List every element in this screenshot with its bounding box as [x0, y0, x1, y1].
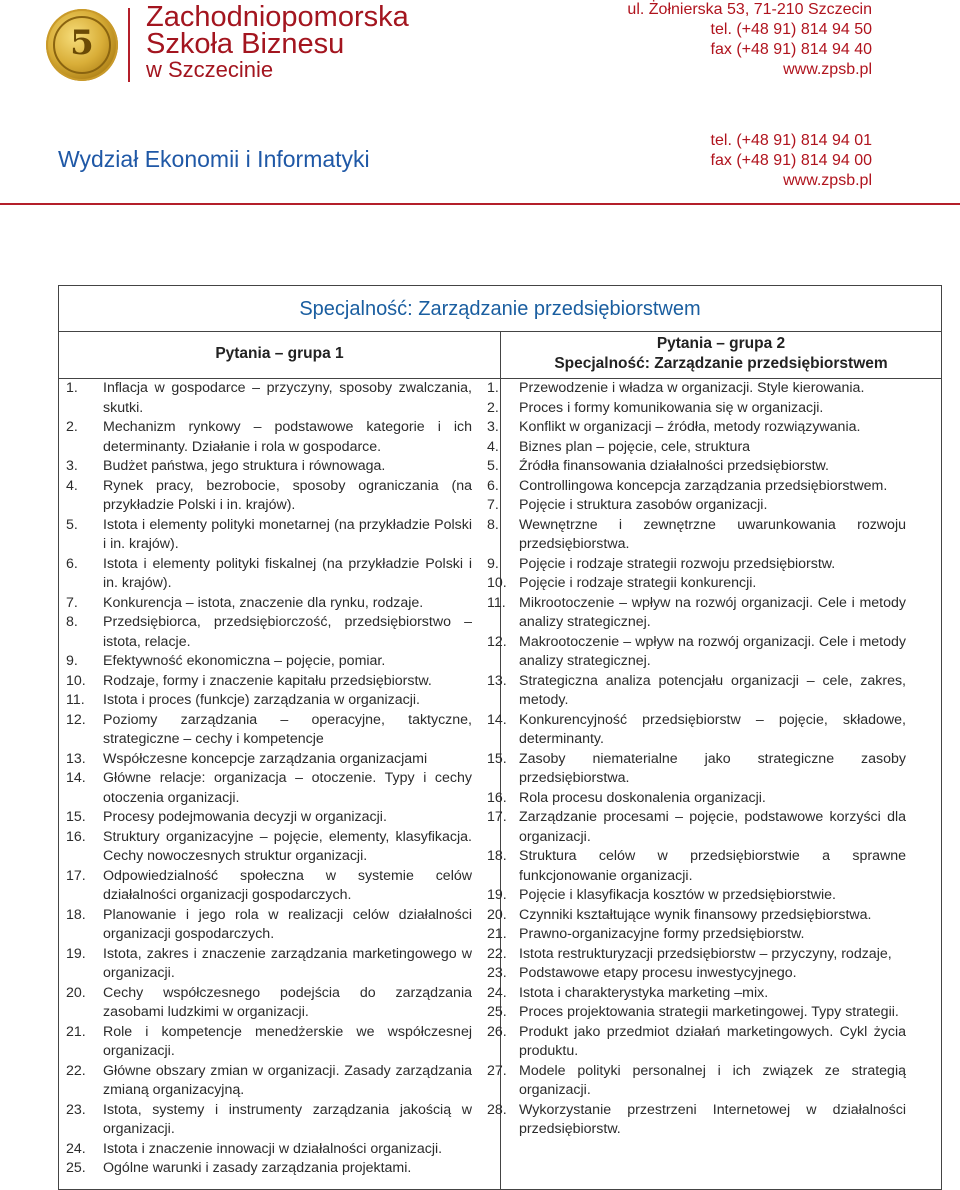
faculty-contact-block: [711, 131, 872, 191]
item-text: Zasoby niematerialne jako strategiczne zasoby przedsiębiorstwa.: [519, 750, 906, 786]
item-number: 7.: [487, 497, 499, 513]
item-text: Prawno-organizacyjne formy przedsiębiorstw.: [519, 926, 805, 942]
item-text: Przewodzenie i władza w organizacji. Style kierowania.: [519, 380, 865, 396]
item-text: Controllingowa koncepcja zarządzania przedsiębiorstwem.: [519, 477, 888, 494]
item-text: Strategiczna analiza potencjału organizacji – cele, zakres, metody.: [519, 672, 906, 708]
list-item: [487, 418, 906, 438]
item-number: 27.: [487, 1062, 507, 1079]
item-text: Poziomy zarządzania – operacyjne, taktyczne, strategiczne – cechy i kompetencje: [103, 711, 472, 747]
item-text: Istota i elementy polityki fiskalnej (na przykładzie Polski i in. krajów).: [103, 555, 472, 591]
item-text: Mikrootoczenie – wpływ na rozwój organizacji. Cele i metody analizy strategicznej.: [519, 594, 906, 630]
list-item: [66, 613, 472, 652]
item-number: 20.: [487, 906, 507, 923]
item-number: 25.: [66, 1160, 86, 1176]
item-number: 6.: [487, 477, 499, 494]
item-number: 25.: [487, 1004, 507, 1020]
list-item: [66, 1140, 472, 1160]
group-1-question-list: [66, 379, 472, 1179]
item-number: 16.: [66, 828, 86, 845]
header-divider: [0, 203, 960, 205]
list-item: [66, 516, 472, 555]
item-text: Istota i charakterystyka marketing –mix.: [519, 984, 769, 1001]
item-text: Podstawowe etapy procesu inwestycyjnego.: [519, 965, 797, 981]
item-text: Struktura celów w przedsiębiorstwie a sprawne funkcjonowanie organizacji.: [519, 848, 906, 884]
item-number: 18.: [66, 906, 86, 923]
list-item: [66, 867, 472, 906]
table-title: Specjalność: Zarządzanie przedsiębiorstwem: [58, 285, 942, 332]
list-item: [487, 574, 906, 594]
item-text: Główne relacje: organizacja – otoczenie. Typy i cechy otoczenia organizacji.: [103, 770, 472, 806]
list-item: [487, 847, 906, 886]
item-number: 12.: [66, 711, 86, 728]
item-number: 23.: [66, 1101, 86, 1118]
item-number: 23.: [487, 965, 507, 981]
item-number: 26.: [487, 1023, 507, 1040]
item-number: 15.: [487, 750, 507, 767]
item-number: 21.: [487, 926, 507, 942]
item-number: 1.: [66, 380, 78, 396]
main-contact-block: [627, 0, 872, 80]
item-text: Przedsiębiorca, przedsiębiorczość, przedsiębiorstwo – istota, relacje.: [103, 614, 472, 650]
item-text: Procesy podejmowania decyzji w organizacji.: [103, 809, 387, 825]
school-name-line-1: Zachodniopomorska: [146, 1, 409, 33]
list-item: [487, 964, 906, 984]
item-number: 16.: [487, 789, 507, 806]
list-item: [66, 652, 472, 672]
list-item: [487, 594, 906, 633]
list-item: [66, 1023, 472, 1062]
item-number: 5.: [487, 458, 499, 474]
list-item: [487, 1003, 906, 1023]
item-text: Ogólne warunki i zasady zarządzania projektami.: [103, 1160, 412, 1176]
item-number: 1.: [487, 380, 499, 396]
item-text: Planowanie i jego rola w realizacji celów działalności organizacji gospodarczych.: [103, 906, 472, 942]
list-item: [487, 886, 906, 906]
item-number: 7.: [66, 594, 78, 611]
faculty-fax: fax (+48 91) 814 94 00: [710, 152, 872, 169]
logo-divider: [128, 8, 130, 82]
item-text: Wewnętrzne i zewnętrzne uwarunkowania rozwoju przedsiębiorstwa.: [519, 516, 906, 552]
list-item: [66, 555, 472, 594]
list-item: [487, 438, 906, 458]
list-item: [487, 672, 906, 711]
list-item: [487, 457, 906, 477]
item-number: 14.: [66, 770, 86, 786]
item-text: Pojęcie i struktura zasobów organizacji.: [519, 497, 768, 513]
item-number: 11.: [66, 692, 85, 708]
list-item: [487, 1062, 906, 1101]
item-text: Mechanizm rynkowy – podstawowe kategorie i ich determinanty. Działanie i rola w gospodarce.: [103, 419, 472, 455]
item-text: Struktury organizacyjne – pojęcie, elementy, klasyfikacja. Cechy nowoczesnych struktur organizacji.: [103, 828, 472, 864]
list-item: [66, 477, 472, 516]
address: ul. Żołnierska 53, 71-210 Szczecin: [627, 1, 872, 18]
item-number: 14.: [487, 711, 507, 728]
list-item: [487, 906, 906, 926]
list-item: [66, 418, 472, 457]
item-number: 11.: [487, 594, 506, 611]
right-header-line-1: Pytania – grupa 2: [656, 335, 786, 352]
item-number: 19.: [487, 887, 507, 903]
list-item: [66, 828, 472, 867]
school-name-line-2: Szkoła Biznesu: [146, 28, 345, 60]
item-number: 24.: [487, 984, 507, 1001]
list-item: [66, 594, 472, 614]
item-text: Role i kompetencje menedżerskie we współczesnej organizacji.: [103, 1023, 472, 1059]
item-text: Produkt jako przedmiot działań marketingowych. Cykl życia produktu.: [519, 1023, 906, 1059]
item-number: 21.: [66, 1023, 86, 1040]
list-item: [487, 925, 906, 945]
list-item: [66, 769, 472, 808]
seal-number: 5: [70, 23, 94, 63]
item-text: Pojęcie i rodzaje strategii rozwoju przedsiębiorstw.: [519, 555, 836, 572]
item-number: 17.: [487, 809, 507, 825]
item-text: Istota, zakres i znaczenie zarządzania marketingowego w organizacji.: [103, 945, 472, 981]
faculty-phone: tel. (+48 91) 814 94 01: [710, 132, 872, 149]
faculty-name: Wydział Ekonomii i Informatyki: [58, 146, 370, 172]
questions-table: [58, 285, 942, 1186]
school-name-line-3: w Szczecinie: [146, 57, 274, 82]
item-number: 4.: [487, 438, 499, 455]
list-item: [487, 808, 906, 847]
item-text: Istota i znaczenie innowacji w działalności organizacji.: [103, 1140, 443, 1157]
item-number: 18.: [487, 848, 507, 864]
list-item: [487, 750, 906, 789]
list-item: [487, 555, 906, 575]
item-number: 13.: [487, 672, 507, 689]
right-header-line-2: Specjalność: Zarządzanie przedsiębiorstwem: [554, 355, 888, 372]
item-text: Istota, systemy i instrumenty zarządzania jakością w organizacji.: [103, 1101, 472, 1137]
item-text: Rodzaje, formy i znaczenie kapitału przedsiębiorstw.: [103, 672, 432, 689]
item-text: Cechy współczesnego podejścia do zarządzania zasobami ludzkimi w organizacji.: [103, 984, 472, 1020]
item-number: 19.: [66, 945, 86, 962]
item-number: 10.: [487, 575, 507, 591]
list-item: [487, 789, 906, 809]
item-text: Główne obszary zmian w organizacji. Zasady zarządzania zmianą organizacyjną.: [103, 1062, 472, 1098]
item-text: Konkurencja – istota, znaczenie dla rynku, rodzaje.: [103, 594, 424, 611]
item-text: Pojęcie i klasyfikacja kosztów w przedsiębiorstwie.: [519, 887, 836, 903]
list-item: [487, 984, 906, 1004]
list-item: [66, 945, 472, 984]
list-item: [487, 496, 906, 516]
list-item: [487, 399, 906, 419]
item-number: 13.: [66, 750, 86, 767]
list-item: [66, 906, 472, 945]
list-item: [487, 1023, 906, 1062]
list-item: [66, 1062, 472, 1101]
item-number: 2.: [66, 419, 78, 435]
list-item: [487, 379, 906, 399]
list-item: [66, 379, 472, 418]
right-column-header: [500, 334, 942, 374]
main-website-link[interactable]: www.zpsb.pl: [783, 61, 872, 78]
faculty-website-link[interactable]: www.zpsb.pl: [783, 172, 872, 189]
item-number: 4.: [66, 477, 78, 494]
item-text: Biznes plan – pojęcie, cele, struktura: [519, 438, 751, 455]
main-phone: tel. (+48 91) 814 94 50: [710, 21, 872, 38]
left-column-header: Pytania – grupa 1: [215, 345, 344, 362]
item-number: 17.: [66, 867, 86, 884]
item-text: Efektywność ekonomiczna – pojęcie, pomiar.: [103, 653, 386, 669]
item-text: Wykorzystanie przestrzeni Internetowej w działalności przedsiębiorstw.: [519, 1101, 906, 1137]
item-text: Rynek pracy, bezrobocie, sposoby ograniczania (na przykładzie Polski i in. krajów).: [103, 477, 472, 513]
item-number: 8.: [66, 614, 78, 630]
list-item: [66, 1159, 472, 1179]
list-item: [487, 711, 906, 750]
item-text: Makrootoczenie – wpływ na rozwój organizacji. Cele i metody analizy strategicznej.: [519, 633, 906, 669]
item-text: Czynniki kształtujące wynik finansowy przedsiębiorstwa.: [519, 906, 872, 923]
item-number: 15.: [66, 809, 86, 825]
item-text: Proces i formy komunikowania się w organizacji.: [519, 399, 824, 416]
list-item: [66, 691, 472, 711]
item-text: Odpowiedzialność społeczna w systemie celów działalności organizacji gospodarczych.: [103, 867, 472, 903]
item-text: Zarządzanie procesami – pojęcie, podstawowe korzyści dla organizacji.: [519, 809, 906, 845]
item-text: Źródła finansowania działalności przedsiębiorstw.: [519, 458, 829, 474]
item-text: Istota restrukturyzacji przedsiębiorstw – przyczyny, rodzaje,: [519, 945, 892, 962]
item-text: Budżet państwa, jego struktura i równowaga.: [103, 458, 386, 474]
item-number: 3.: [487, 419, 499, 435]
list-item: [487, 1101, 906, 1140]
item-number: 5.: [66, 516, 78, 533]
item-number: 28.: [487, 1101, 507, 1118]
item-number: 8.: [487, 516, 499, 533]
list-item: [66, 808, 472, 828]
item-text: Modele polityki personalnej i ich związek ze strategią organizacji.: [519, 1062, 906, 1098]
list-item: [66, 1101, 472, 1140]
item-text: Pojęcie i rodzaje strategii konkurencji.: [519, 575, 757, 591]
list-item: [487, 945, 906, 965]
list-item: [487, 477, 906, 497]
school-seal-logo: [46, 9, 118, 81]
item-number: 2.: [487, 399, 499, 416]
list-item: [66, 984, 472, 1023]
item-text: Proces projektowania strategii marketingowej. Typy strategii.: [519, 1004, 899, 1020]
list-item: [487, 516, 906, 555]
item-number: 22.: [66, 1062, 86, 1079]
item-number: 24.: [66, 1140, 86, 1157]
main-fax: fax (+48 91) 814 94 40: [710, 41, 872, 58]
item-text: Inflacja w gospodarce – przyczyny, sposoby zwalczania, skutki.: [103, 380, 472, 416]
group-2-question-list: [487, 379, 906, 1140]
item-text: Rola procesu doskonalenia organizacji.: [519, 789, 766, 806]
item-text: Istota i proces (funkcje) zarządzania w organizacji.: [103, 692, 420, 708]
item-number: 9.: [66, 653, 78, 669]
list-item: [66, 672, 472, 692]
item-number: 6.: [66, 555, 78, 572]
item-number: 20.: [66, 984, 86, 1001]
list-item: [66, 711, 472, 750]
item-text: Konkurencyjność przedsiębiorstw – pojęcie, składowe, determinanty.: [519, 711, 906, 747]
item-number: 22.: [487, 945, 507, 962]
item-text: Istota i elementy polityki monetarnej (na przykładzie Polski i in. krajów).: [103, 516, 472, 552]
item-number: 9.: [487, 555, 499, 572]
school-name: [146, 1, 409, 82]
item-number: 3.: [66, 458, 78, 474]
item-number: 10.: [66, 672, 86, 689]
list-item: [66, 750, 472, 770]
list-item: [487, 633, 906, 672]
item-text: Współczesne koncepcje zarządzania organizacjami: [103, 750, 428, 767]
item-number: 12.: [487, 633, 507, 650]
list-item: [66, 457, 472, 477]
item-text: Konflikt w organizacji – źródła, metody rozwiązywania.: [519, 419, 861, 435]
